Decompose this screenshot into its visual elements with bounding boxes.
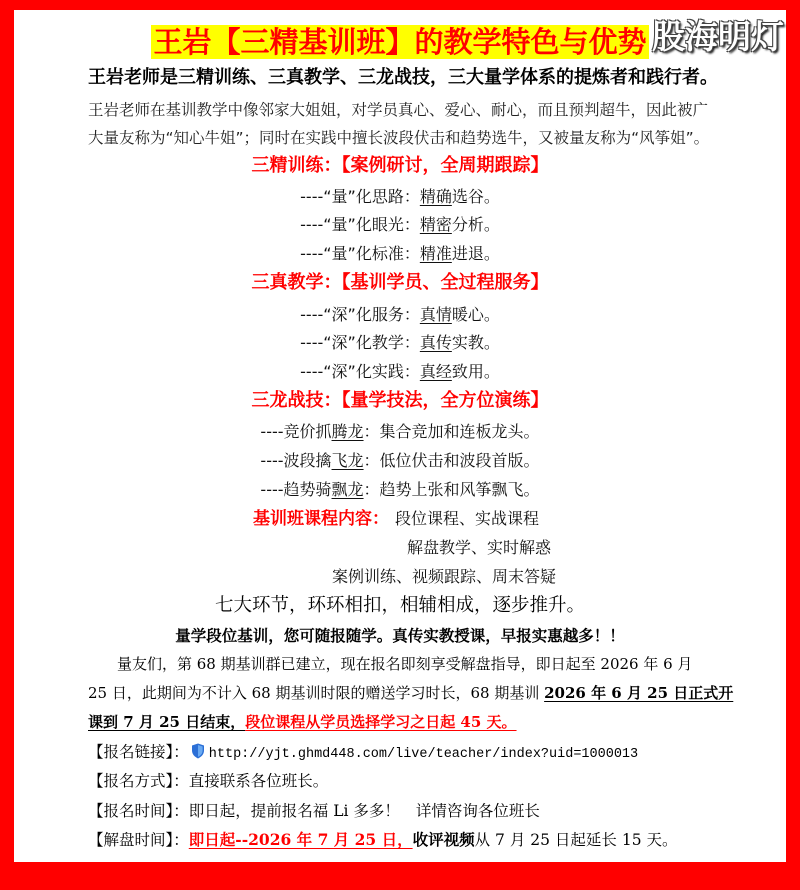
slogan: 七大环节，环环相扣，相辅相成，逐步推升。 xyxy=(214,595,585,616)
notice-line-1: 量友们，第 68 期基训群已建立，现在报名即刻享受解盘指导，即日起至 2026 年 6 月 xyxy=(117,655,693,673)
signup-link[interactable]: http://yjt.ghmd448.com/live/teacher/index?uid=1000013 xyxy=(208,747,639,762)
signup-time-label: 【报名时间】： xyxy=(88,802,189,820)
section-heading-sanzhen: 三真教学：【基训学员、全过程服务】 xyxy=(251,272,549,293)
item-emphasis: 精确 xyxy=(419,187,452,206)
signup-method-value: 直接联系各位班长。 xyxy=(188,772,329,790)
section-item xyxy=(14,329,786,357)
signup-link-row xyxy=(88,738,638,766)
section-item xyxy=(14,240,786,268)
section-item xyxy=(14,476,786,504)
item-prefix: ----“深”化实践： xyxy=(300,362,420,381)
signup-link-label: 【报名链接】： xyxy=(88,743,189,761)
item-emphasis: 精密 xyxy=(419,215,452,234)
course-line: 解盘教学、实时解惑 xyxy=(407,538,552,557)
section-item xyxy=(14,183,786,211)
signup-method-row xyxy=(88,767,328,795)
course-row-1 xyxy=(253,505,539,533)
section-item xyxy=(14,418,786,446)
course-label: 基训班课程内容： xyxy=(253,509,389,529)
notice-line-2 xyxy=(88,679,733,707)
page-title: 王岩【三精基训班】的教学特色与优势 xyxy=(153,25,647,59)
section-item xyxy=(14,301,786,329)
intro-line-1: 王岩老师在基训教学中像邻家大姐姐，对学员真心、爱心、耐心，而且预判超牛，因此被广 xyxy=(88,101,709,119)
item-suffix: ：趋势上张和风筝飘飞。 xyxy=(363,480,540,499)
notice-text: 25 日，此期间为不计入 68 期基训时限的赠送学习时长，68 期基训 xyxy=(88,684,545,702)
item-suffix: ：低位伏击和波段首版。 xyxy=(363,451,540,470)
item-emphasis: 精准 xyxy=(419,244,452,263)
course-line: 段位课程、实战课程 xyxy=(395,509,540,528)
course-line: 案例训练、视频跟踪、周末答疑 xyxy=(332,567,557,586)
intro-line-2: 大量友称为“知心牛姐”；同时在实践中擅长波段伏击和趋势选牛，又被量友称为“风筝姐”。 xyxy=(88,129,710,147)
item-prefix: ----“量”化思路： xyxy=(300,187,420,206)
signup-method-label: 【报名方式】： xyxy=(88,772,189,790)
item-suffix: ：集合竞加和连板龙头。 xyxy=(363,422,540,441)
item-prefix: ----波段擒 xyxy=(260,451,332,470)
section-heading-sanlong: 三龙战技：【量学技法，全方位演练】 xyxy=(251,390,549,411)
callout: 量学段位基训，您可随报随学。真传实教授课，早报实惠越多！！ xyxy=(175,627,625,645)
item-emphasis: 真传 xyxy=(419,333,452,352)
item-suffix: 实教。 xyxy=(451,333,500,352)
section-item xyxy=(14,211,786,239)
item-prefix: ----竞价抓 xyxy=(260,422,332,441)
notice-course-duration: 段位课程从学员选择学习之日起 45 天。 xyxy=(245,713,517,731)
watermark-logo: 股海明灯 xyxy=(652,17,784,56)
item-emphasis: 腾龙 xyxy=(331,422,364,441)
item-suffix: 分析。 xyxy=(451,215,500,234)
item-suffix: 致用。 xyxy=(451,362,500,381)
review-period: 即日起--2026 年 7 月 25 日， xyxy=(188,830,413,849)
intro-headline: 王岩老师是三精训练、三真教学、三龙战技，三大量学体系的提炼者和践行者。 xyxy=(88,67,718,88)
item-prefix: ----趋势骑 xyxy=(260,480,332,499)
item-suffix: 选谷。 xyxy=(451,187,500,206)
section-item xyxy=(14,447,786,475)
item-prefix: ----“量”化眼光： xyxy=(300,215,420,234)
notice-end-date: 课到 7 月 25 日结束， xyxy=(88,713,246,731)
item-emphasis: 飞龙 xyxy=(331,451,364,470)
item-prefix: ----“量”化标准： xyxy=(300,244,420,263)
notice-line-3 xyxy=(88,708,517,736)
item-suffix: 暖心。 xyxy=(451,305,500,324)
signup-time-value: 即日起，提前报名福 Li 多多！ xyxy=(188,802,400,820)
item-emphasis: 飘龙 xyxy=(331,480,364,499)
section-heading-sanjing: 三精训练：【案例研讨，全周期跟踪】 xyxy=(251,155,549,176)
review-time-row xyxy=(88,826,678,854)
review-time-label: 【解盘时间】： xyxy=(88,831,189,849)
item-prefix: ----“深”化教学： xyxy=(300,333,420,352)
item-emphasis: 真情 xyxy=(419,305,452,324)
review-extension: 从 7 月 25 日起延长 15 天。 xyxy=(474,831,678,849)
section-item xyxy=(14,358,786,386)
shield-icon xyxy=(191,740,205,768)
item-prefix: ----“深”化服务： xyxy=(300,305,420,324)
notice-start-date: 2026 年 6 月 25 日正式开 xyxy=(544,684,734,702)
item-emphasis: 真经 xyxy=(419,362,452,381)
signup-time-row xyxy=(88,797,540,825)
signup-time-note: 详情咨询各位班长 xyxy=(415,802,540,820)
item-suffix: 进退。 xyxy=(451,244,500,263)
review-video-label: 收评视频 xyxy=(412,830,475,849)
